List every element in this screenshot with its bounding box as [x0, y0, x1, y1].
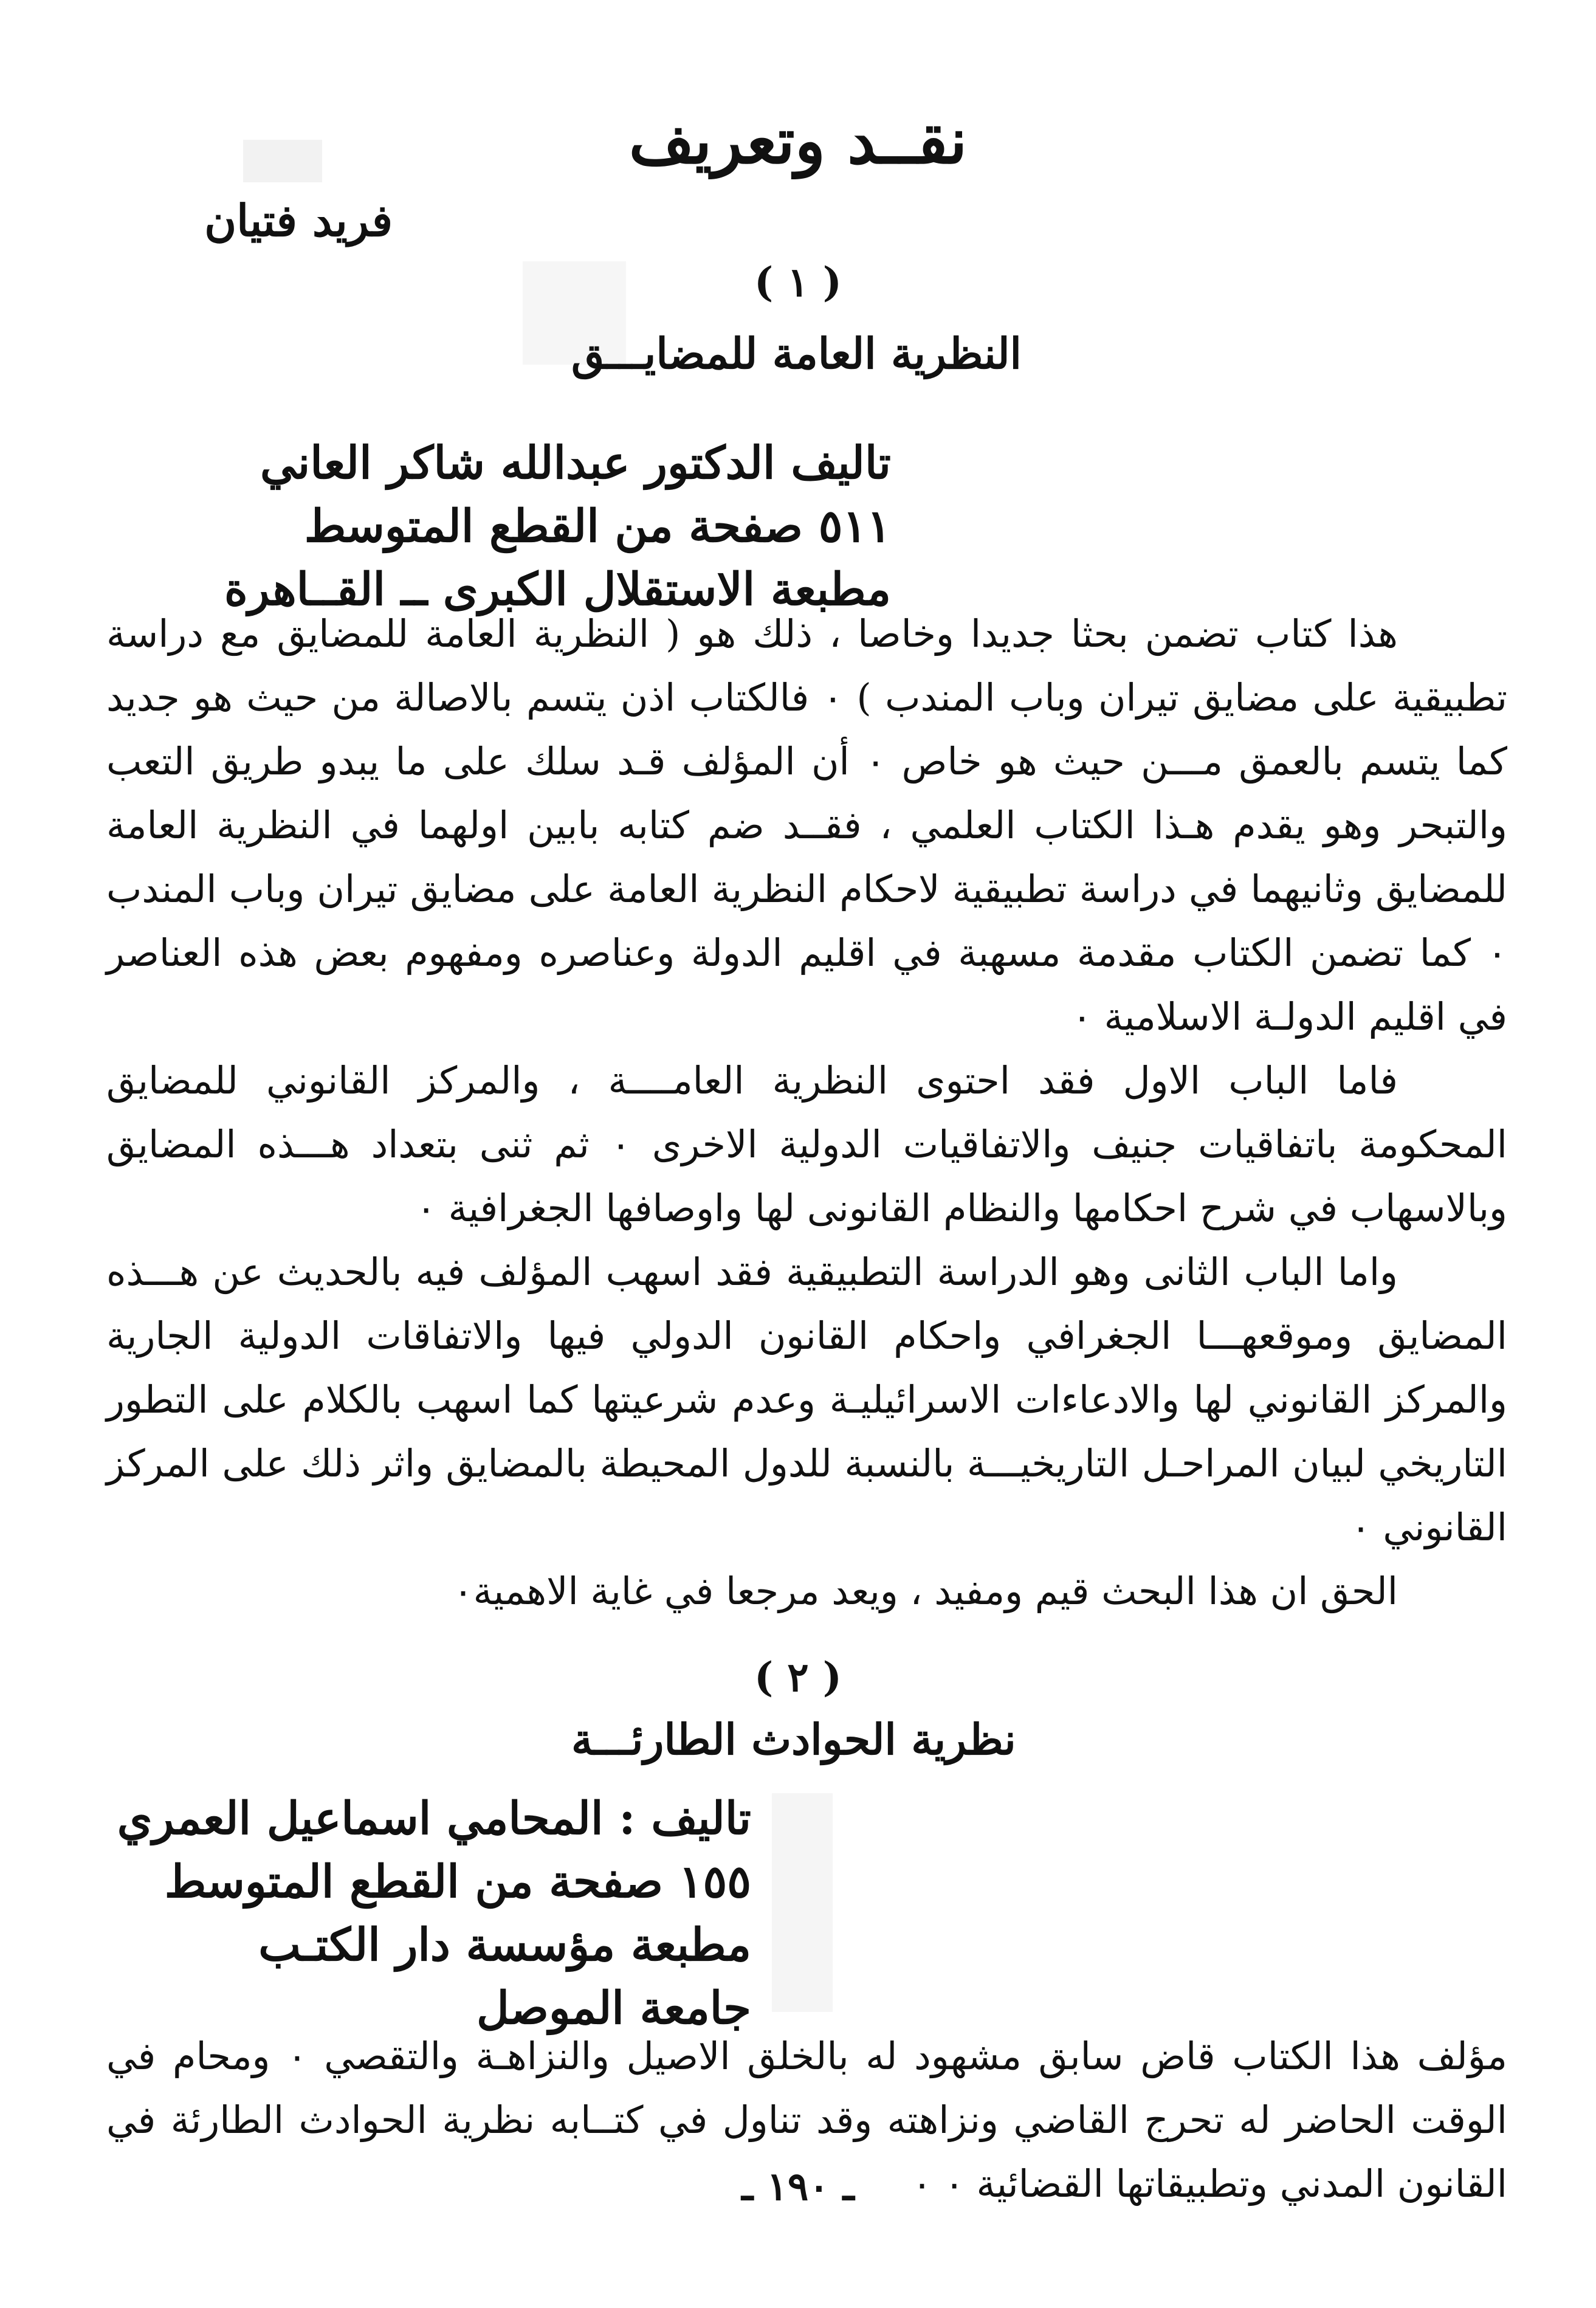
book-pages-line: ٥١١ صفحة من القطع المتوسط — [304, 500, 891, 553]
book-publisher-line: مطبعة مؤسسة دار الكتـب — [258, 1919, 751, 1971]
section-number: ( ٢ ) — [754, 1653, 842, 1701]
book-meta — [224, 432, 891, 621]
paragraph: مؤلف هذا الكتاب قاض سابق مشهود له بالخلق الاصيل والنزاهـة والتقصي ٠ ومحام في الوقت الحاضر له تحرج القاضي ونزاهته وقد تناول في كتــابه نظرية الحوادث الطارئة في القانون المدني وتطبيقاتها القضائية ٠ ٠ — [106, 2034, 1507, 2206]
paragraph: هذا كتاب تضمن بحثا جديدا وخاصا ، ذلك هو ( النظرية العامة للمضايق مع دراسة تطبيقية على مضايق تيران وباب المندب ) ٠ فالكتاب اذن يتسم بالاصالة من حيث هو جديد كما يتسم بالعمق مـــن حيث هو خاص ٠ أن المؤلف قـد سلك على ما يبدو طريق التعب والتبحر وهو يقدم هـذا الكتاب العلمي ، فقــد ضم كتابه بابين اولهما في النظرية العامة للمضايق وثانيهما في دراسة تطبيقية لاحكام النظرية العامة على مضايق تيران وباب المندب ٠ كما تضمن الكتاب مقدمة مسهبة في اقليم الدولة وعناصره ومفهوم بعض هذه العناصر في اقليم الدولـة الاسلامية ٠ — [106, 611, 1507, 1039]
book-meta — [117, 1787, 751, 2040]
review-body — [106, 602, 1507, 1623]
book-publisher-place-line: جامعة الموصل — [476, 1982, 751, 2034]
paragraph: واما الباب الثانى وهو الدراسة التطبيقية فقد اسهب المؤلف فيه بالحديث عن هـــذه المضايق وموقعهـــا الجغرافي واحكام القانون الدولي فيها والاتفاقات الدولية الجارية والمركز القانوني لها والادعاءات الاسرائيليـة وعدم شرعيتها كما اسهب بالكلام على التطور التاريخي لبيان المراحـل التاريخيـــة بالنسبة للدول المحيطة بالمضايق واثر ذلك على المركز القانوني ٠ — [106, 1250, 1507, 1549]
book-pages-line: ١٥٥ صفحة من القطع المتوسط — [164, 1856, 751, 1908]
book-title: نظرية الحوادث الطارئـــة — [571, 1714, 1016, 1765]
page-number: ـ ١٩٠ ـ — [741, 2164, 855, 2210]
book-author-line: تاليف : المحامي اسماعيل العمري — [117, 1793, 751, 1845]
section-number: ( ١ ) — [754, 258, 842, 306]
page-title: نقــد وتعريف — [628, 103, 968, 178]
scan-artifact — [772, 1793, 833, 2012]
paragraph: فاما الباب الاول فقد احتوى النظرية العامــــة ، والمركز القانوني للمضايق المحكومة باتفاقيات جنيف والاتفاقيات الدولية الاخرى ٠ ثم ثنى بتعداد هـــذه المضايق وبالاسهاب في شرح احكامها والنظام القانونى لها واوصافها الجغرافية ٠ — [106, 1058, 1507, 1230]
book-publisher-line: مطبعة الاستقلال الكبرى ــ القــاهرة — [224, 563, 891, 616]
author-name: فريد فتيان — [204, 195, 393, 246]
book-author-line: تاليف الدكتور عبدالله شاكر العاني — [260, 437, 891, 489]
book-title: النظرية العامة للمضايـــق — [571, 328, 1022, 379]
paragraph: الحق ان هذا البحث قيم ومفيد ، ويعد مرجعا في غاية الاهمية٠ — [453, 1569, 1398, 1613]
